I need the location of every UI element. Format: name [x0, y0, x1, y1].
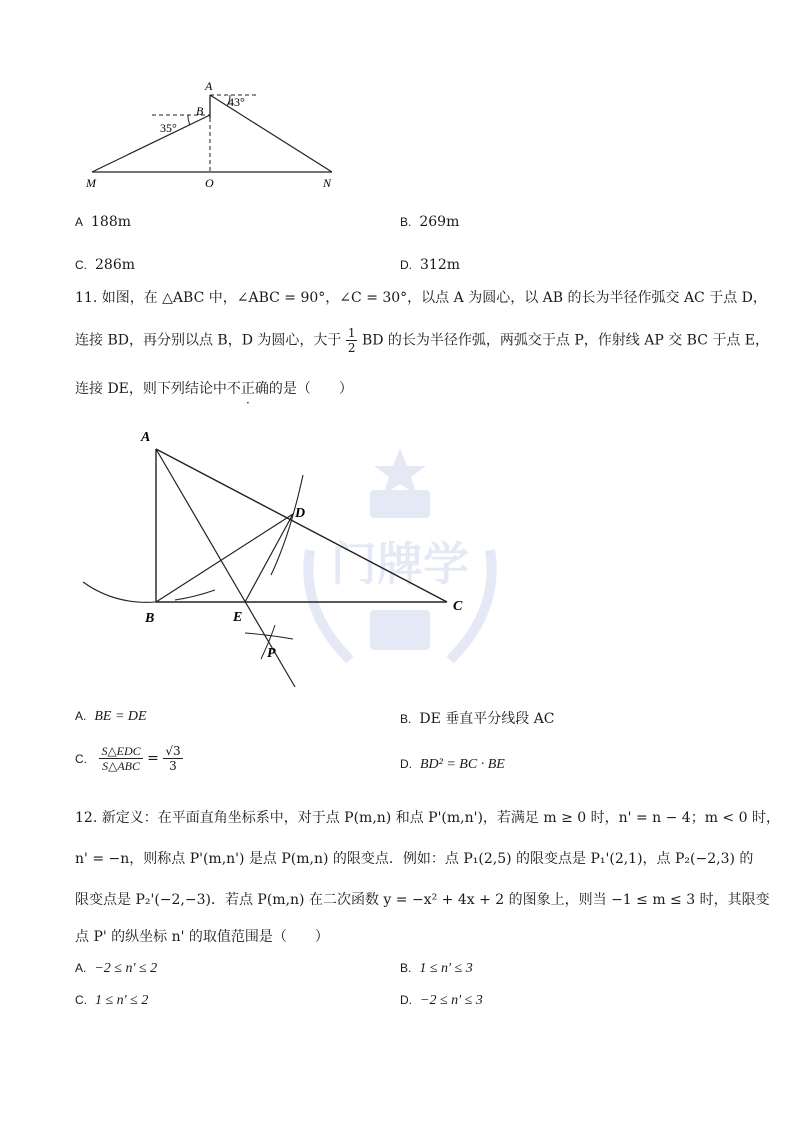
q11-option-b-text: DE 垂直平分线段 AC — [419, 711, 555, 727]
q12-option-a-text: −2 ≤ n' ≤ 2 — [94, 961, 158, 976]
q12-option-a-letter: A. — [75, 961, 87, 975]
q11-line-3-a: 连接 DE，则下列结论中 — [75, 381, 227, 397]
q10-option-c-letter: C. — [75, 258, 87, 272]
q10-option-b — [400, 214, 459, 230]
q11-option-c-letter: C. — [75, 751, 87, 766]
q11-line-2-b: BD 的长为半径作弧，两弧交于点 P，作射线 AP 交 BC 于点 E， — [361, 332, 770, 349]
fig1-angle-a: 43° — [228, 95, 245, 109]
q11-line-3-b: 的是（ ） — [268, 381, 353, 397]
q12-option-d-text: −2 ≤ n' ≤ 3 — [420, 993, 483, 1008]
q11-option-a-letter: A. — [75, 709, 87, 723]
q11-figure — [75, 425, 475, 695]
q11-option-c-equals: = — [147, 750, 159, 767]
q12-line-4: 点 P' 的纵坐标 n' 的取值范围是（ ） — [75, 929, 329, 945]
q12-option-c-text: 1 ≤ n' ≤ 2 — [95, 993, 149, 1008]
q11-option-d — [400, 756, 505, 773]
fig1-label-m: M — [86, 176, 96, 190]
q12-option-c-letter: C. — [75, 993, 87, 1007]
fig2-label-d: D — [295, 506, 306, 521]
fig1-angle-b: 35° — [160, 121, 177, 135]
q11-option-c-lhs-num: S△EDC — [101, 744, 141, 758]
q10-option-b-text: 269m — [419, 214, 460, 230]
fig2-label-c: C — [453, 599, 463, 614]
q10-option-a — [75, 214, 131, 230]
q12-option-c — [75, 992, 148, 1009]
q12-option-d — [400, 992, 483, 1009]
fig2-label-b: B — [145, 611, 155, 626]
q11-option-c-lhs — [99, 744, 142, 773]
q11-option-d-text: BD² = BC · BE — [420, 757, 505, 772]
q11-line-3 — [75, 379, 353, 399]
fig2-label-a: A — [141, 430, 151, 445]
q12-option-d-letter: D. — [400, 993, 412, 1007]
q11-option-b — [400, 708, 555, 728]
q10-figure — [80, 75, 350, 195]
q10-option-a-letter: A — [75, 215, 84, 229]
fig2-label-e: E — [233, 610, 243, 625]
q12-line-3: 限变点是 P₂'(−2,−3)．若点 P(m,n) 在二次函数 y = −x² + 4x + 2 的图象上，则当 −1 ≤ m ≤ 3 时，其限变 — [75, 892, 770, 908]
q12-line-2: n' = −n，则称点 P'(m,n') 是点 P(m,n) 的限变点．例如：点 P₁(2,5) 的限变点是 P₁'(2,1)，点 P₂(−2,3) 的 — [75, 851, 754, 867]
q11-line-2 — [75, 326, 769, 355]
q12-option-a — [75, 960, 157, 977]
q10-option-d-letter: D. — [400, 258, 412, 272]
fig1-label-b: B — [196, 104, 204, 118]
watermark-text: 门牌学 — [331, 537, 469, 591]
q10-option-a-text: 188m — [91, 214, 132, 230]
q11-option-b-letter: B. — [400, 712, 412, 726]
q11-frac-den: 2 — [347, 341, 356, 355]
q11-option-c-rhs-den: 3 — [169, 759, 177, 773]
q12-line-1: 12. 新定义：在平面直角坐标系中，对于点 P(m,n) 和点 P'(m,n')，若满足 m ≥ 0 时，n' = n − 4；m < 0 时， — [75, 810, 780, 826]
q12-option-b-text: 1 ≤ n' ≤ 3 — [419, 961, 473, 976]
fig2-label-p: P — [267, 646, 276, 661]
q11-option-a-text: BE = DE — [94, 709, 147, 724]
q11-fraction — [346, 326, 358, 355]
q11-option-a — [75, 708, 147, 725]
q10-option-c — [75, 257, 135, 273]
q11-line-1: 11. 如图，在 △ABC 中，∠ABC = 90°，∠C = 30°，以点 A 为圆心，以 AB 的长为半径作弧交 AC 于点 D， — [75, 290, 767, 306]
q11-frac-num: 1 — [347, 326, 356, 340]
q11-option-c-lhs-den: S△ABC — [102, 759, 141, 773]
q10-option-d — [400, 257, 460, 273]
fig1-label-o: O — [205, 176, 214, 190]
q11-option-c-rhs — [163, 744, 182, 773]
q11-option-c — [75, 744, 183, 773]
q10-option-b-letter: B. — [400, 215, 412, 229]
q12-option-b — [400, 960, 473, 977]
q11-option-c-rhs-num: √3 — [165, 744, 181, 758]
q10-option-c-text: 286m — [95, 257, 135, 273]
q12-option-b-letter: B. — [400, 961, 412, 975]
fig1-label-n: N — [323, 176, 332, 190]
q10-option-d-text: 312m — [420, 257, 460, 273]
q11-line-2-a: 连接 BD，再分别以点 B，D 为圆心，大于 — [75, 332, 342, 349]
fig1-label-a: A — [205, 79, 213, 93]
q11-emphasis: 不正确 — [226, 381, 269, 397]
q11-option-d-letter: D. — [400, 757, 412, 771]
